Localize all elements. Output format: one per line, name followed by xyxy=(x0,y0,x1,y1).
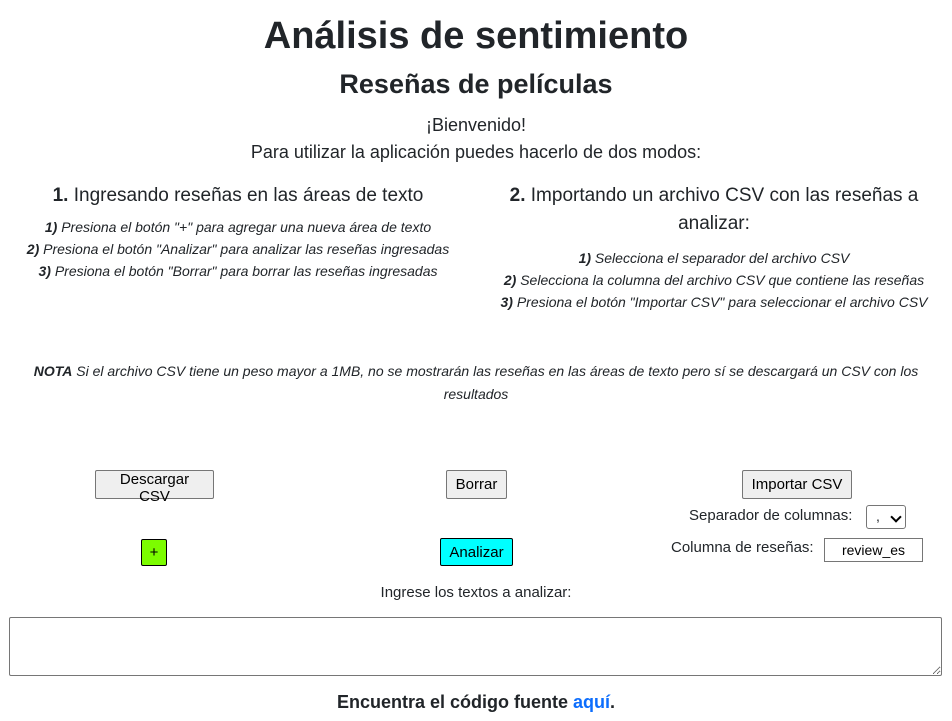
download-csv-button[interactable]: Descargar CSV xyxy=(95,470,214,499)
mode1-steps xyxy=(0,216,476,282)
mode2-heading-text: Importando un archivo CSV con las reseñas a analizar: xyxy=(530,185,919,234)
page-subtitle: Reseñas de películas xyxy=(339,69,613,99)
step-text: Presiona el botón "Analizar" para analizar las reseñas ingresadas xyxy=(43,241,450,257)
source-code-link[interactable]: aquí xyxy=(573,692,611,712)
mode1-section xyxy=(0,182,476,282)
review-column-label: Columna de reseñas: xyxy=(671,539,814,556)
clear-button[interactable]: Borrar xyxy=(446,470,507,499)
step-text: Selecciona el separador del archivo CSV xyxy=(594,250,850,266)
mode2-step xyxy=(476,291,952,313)
note-text: Si el archivo CSV tiene un peso mayor a 1MB, no se mostrarán las reseñas en las áreas de texto pero sí se descargará un CSV con los resultados xyxy=(76,363,919,402)
mode2-step xyxy=(476,269,952,291)
step-number: 1) xyxy=(578,250,592,266)
step-text: Presiona el botón "+" para agregar una nueva área de texto xyxy=(61,219,432,235)
mode2-section xyxy=(476,182,952,313)
mode1-heading-text: Ingresando reseñas en las áreas de texto xyxy=(73,185,424,206)
mode1-number: 1. xyxy=(52,185,69,206)
step-number: 3) xyxy=(38,263,51,279)
import-csv-button[interactable]: Importar CSV xyxy=(742,470,852,499)
step-text: Selecciona la columna del archivo CSV que contiene las reseñas xyxy=(520,272,925,288)
step-number: 2) xyxy=(26,241,40,257)
welcome-greeting: ¡Bienvenido! xyxy=(425,115,527,135)
mode2-step xyxy=(476,247,952,269)
chevron-down-icon xyxy=(890,511,901,522)
mode1-step xyxy=(0,238,476,260)
step-text: Presiona el botón "Importar CSV" para seleccionar el archivo CSV xyxy=(516,294,928,310)
step-text: Presiona el botón "Borrar" para borrar las reseñas ingresadas xyxy=(54,263,438,279)
page-title: Análisis de sentimiento xyxy=(263,15,689,57)
step-number: 3) xyxy=(500,294,513,310)
step-number: 2) xyxy=(503,272,517,288)
mode2-steps xyxy=(476,247,952,313)
review-textarea[interactable] xyxy=(9,617,942,676)
input-prompt: Ingrese los textos a analizar: xyxy=(380,584,572,601)
separator-select[interactable] xyxy=(866,505,906,529)
step-number: 1) xyxy=(44,219,58,235)
note-label: NOTA xyxy=(33,363,73,379)
mode1-step xyxy=(0,260,476,282)
note xyxy=(20,360,932,406)
mode2-number: 2. xyxy=(509,185,526,206)
separator-label: Separador de columnas: xyxy=(689,507,853,524)
welcome-intro: Para utilizar la aplicación puedes hacerlo de dos modos: xyxy=(250,142,702,162)
add-textarea-button[interactable]: + xyxy=(141,539,167,566)
analyze-button[interactable]: Analizar xyxy=(440,538,513,566)
welcome-block xyxy=(0,112,952,166)
mode1-heading xyxy=(0,182,476,210)
review-column-input[interactable] xyxy=(824,538,923,562)
mode1-step xyxy=(0,216,476,238)
footer xyxy=(0,690,952,714)
separator-value: , xyxy=(876,508,880,524)
footer-text: Encuentra el código fuente xyxy=(336,692,568,712)
mode2-heading xyxy=(476,182,952,238)
footer-end: . xyxy=(610,692,616,712)
